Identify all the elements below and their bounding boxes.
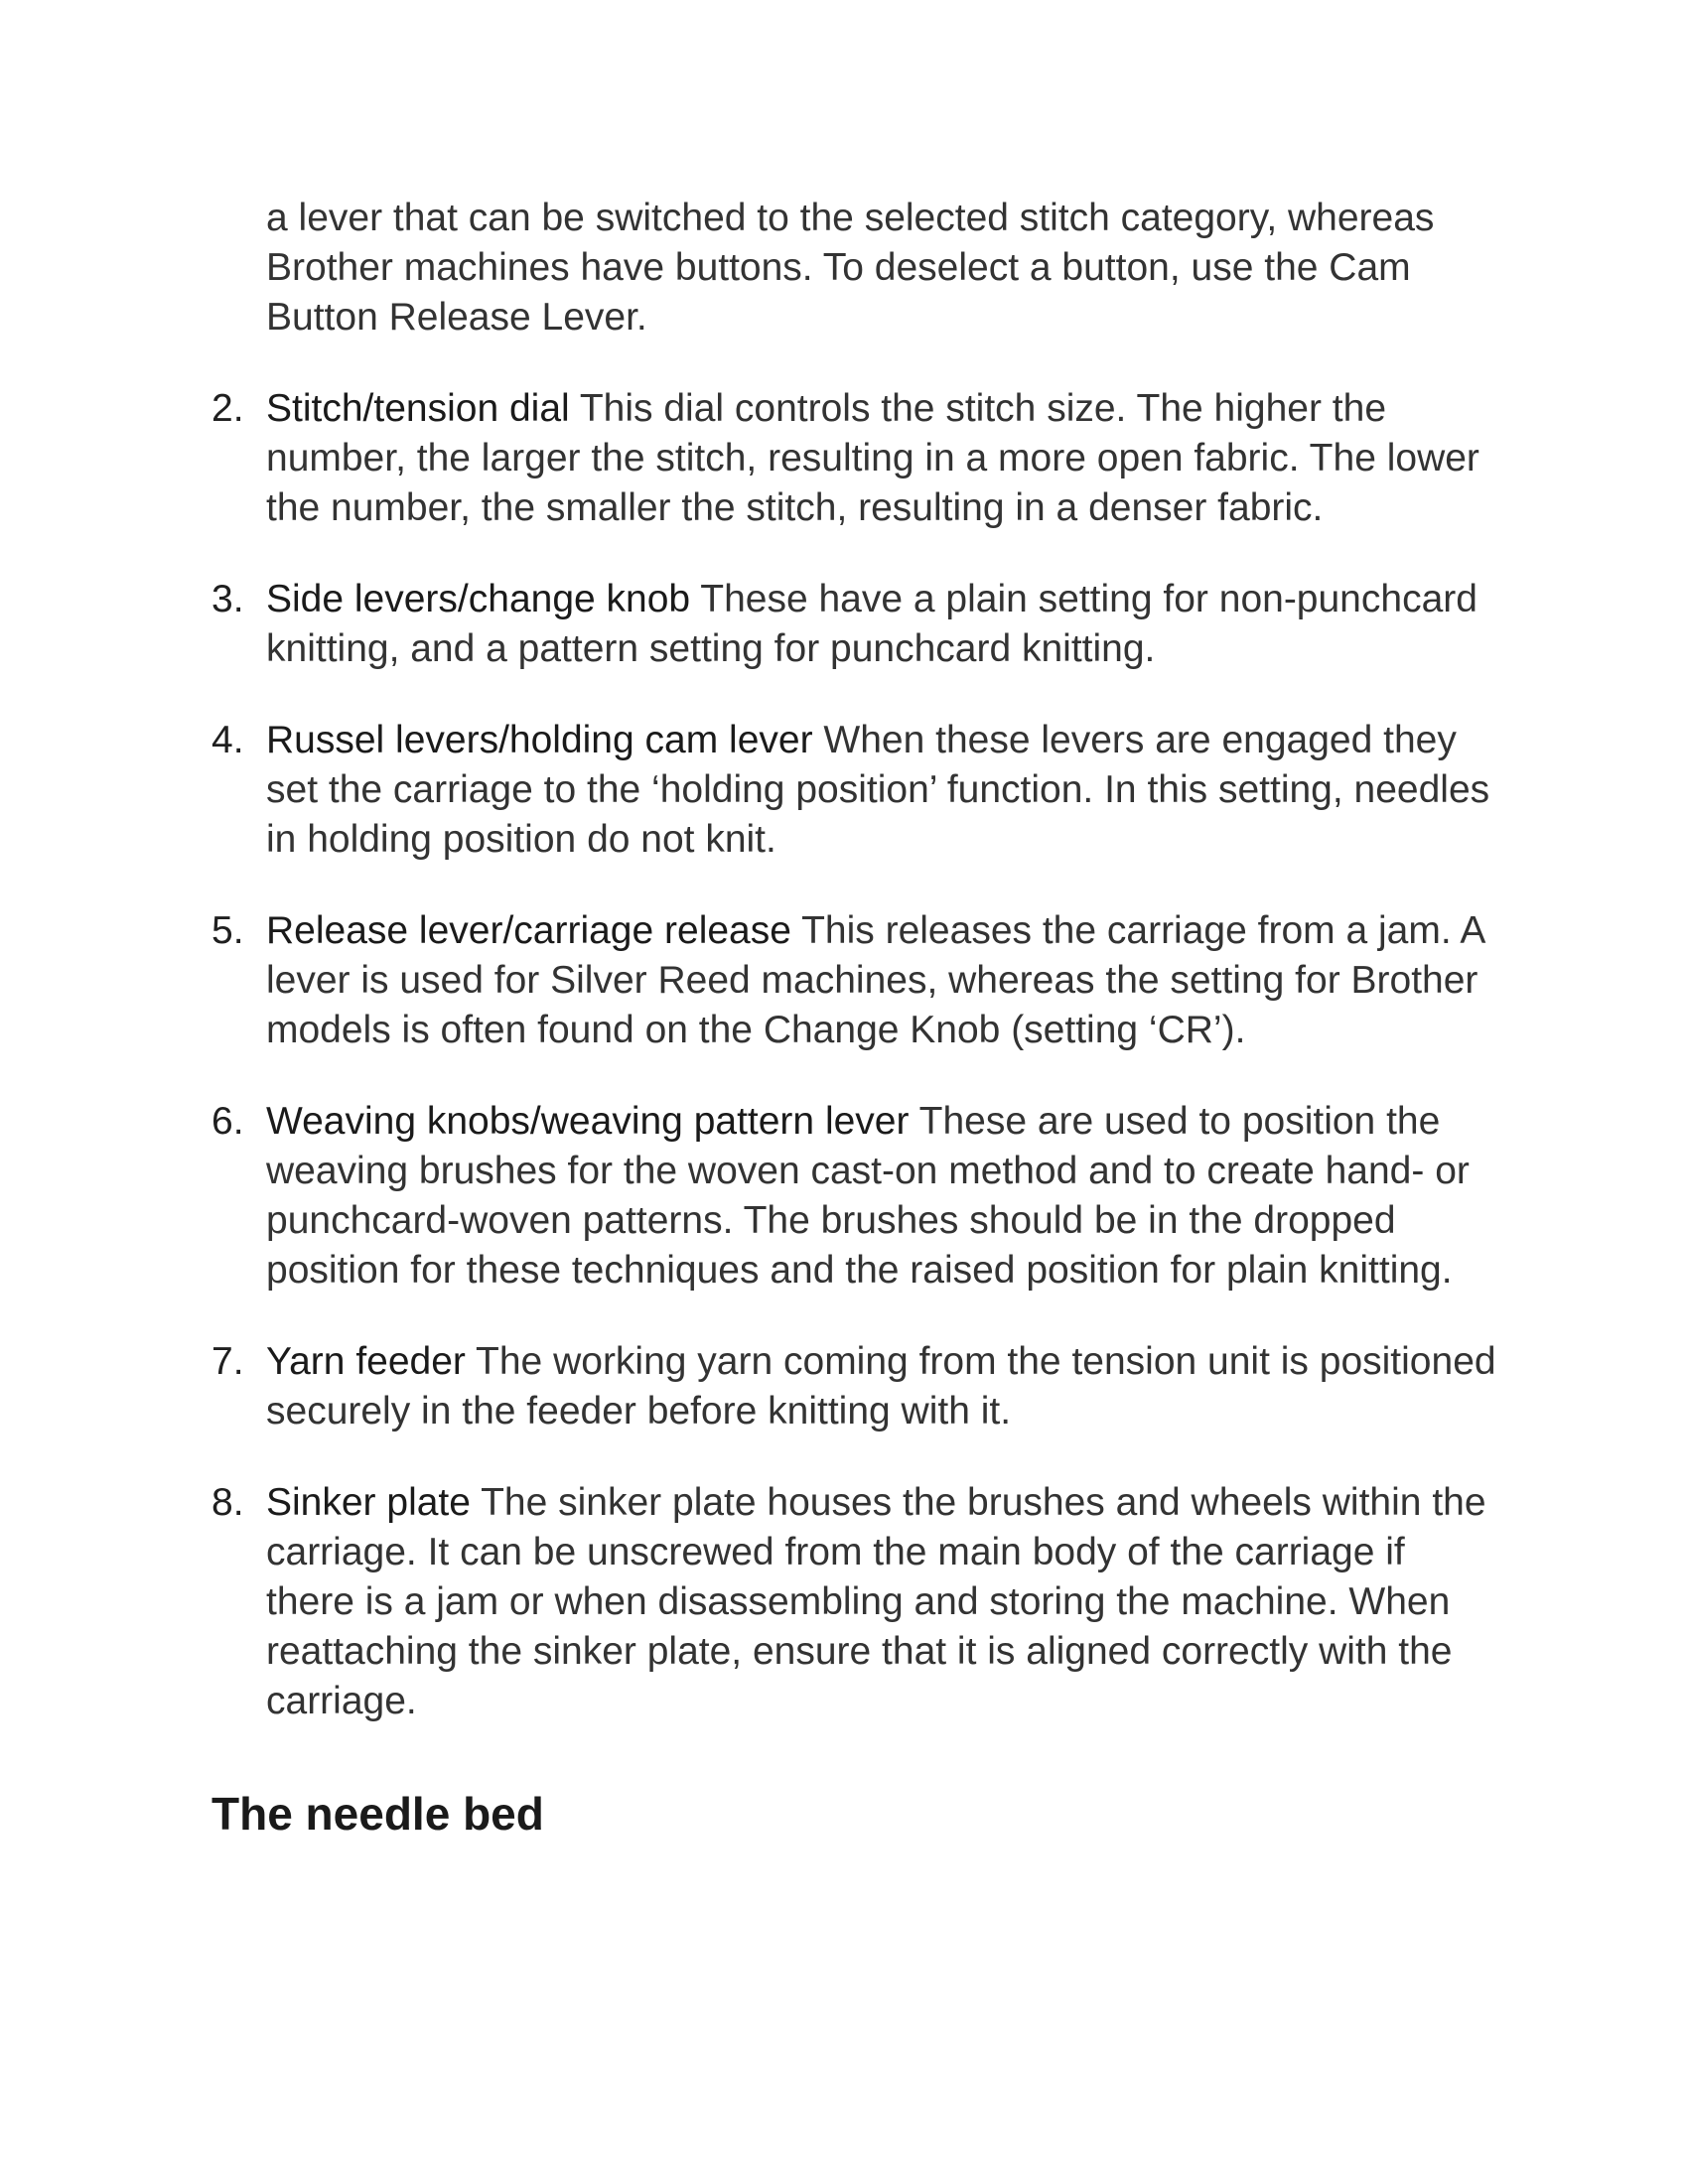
list-item-text	[266, 1478, 1502, 1726]
list-item-term: Side levers/change knob	[266, 578, 691, 620]
list-item-term: Russel levers/holding cam lever	[266, 719, 813, 761]
list-item-number: 8.	[211, 1481, 244, 1524]
list-item-term: Sinker plate	[266, 1481, 471, 1524]
list-item-number: 2.	[211, 387, 244, 430]
list-item-description: These are used to position the weaving brushes for the woven cast-on method and to create hand- or punchcard-woven patterns. The brushes should be in the dropped position for these techniques and the raised position for plain knitting.	[266, 1100, 1470, 1292]
list-item	[211, 1337, 1502, 1436]
list-item-text	[266, 575, 1502, 674]
list-item-number: 7.	[211, 1340, 244, 1383]
list-item-description: The sinker plate houses the brushes and wheels within the carriage. It can be unscrewed from the main body of the carriage if there is a jam or when disassembling and storing the machine. When reattaching the sinker plate, ensure that it is aligned correctly with the carriage.	[266, 1481, 1486, 1722]
list-item-description: This releases the carriage from a jam. A lever is used for Silver Reed machines, whereas the setting for Brother models is often found on the Change Knob (setting ‘CR’).	[266, 909, 1484, 1051]
section-heading: The needle bed	[211, 1788, 544, 1840]
page-content	[211, 194, 1502, 1842]
list-item-text	[266, 1097, 1502, 1296]
list-item-term: Yarn feeder	[266, 1340, 466, 1383]
list-item-text	[266, 906, 1502, 1055]
list-item	[211, 716, 1502, 865]
list-item-term: Weaving knobs/weaving pattern lever	[266, 1100, 910, 1143]
list-item-text	[266, 716, 1502, 865]
list-item	[211, 1097, 1502, 1296]
list-item-number: 4.	[211, 719, 244, 761]
list-item	[211, 1478, 1502, 1726]
list-item	[211, 906, 1502, 1055]
intro-paragraph: a lever that can be switched to the selected stitch category, whereas Brother machines have buttons. To deselect a button, use the Cam Button Release Lever.	[266, 197, 1435, 339]
list-item-description: When these levers are engaged they set the carriage to the ‘holding position’ function. In this setting, needles in holding position do not knit.	[266, 719, 1490, 861]
list-item	[211, 575, 1502, 674]
list-item-number: 6.	[211, 1100, 244, 1143]
list-item-text	[266, 1337, 1502, 1436]
list-item-number: 3.	[211, 578, 244, 620]
list-item-description: The working yarn coming from the tension unit is positioned securely in the feeder before knitting with it.	[266, 1340, 1496, 1433]
list-item	[211, 384, 1502, 533]
list-item-term: Release lever/carriage release	[266, 909, 791, 952]
list-item-text	[266, 384, 1502, 533]
list-item-description: These have a plain setting for non-punchcard knitting, and a pattern setting for punchcard knitting.	[266, 578, 1477, 670]
list-item-description: This dial controls the stitch size. The higher the number, the larger the stitch, resulting in a more open fabric. The lower the number, the smaller the stitch, resulting in a denser fabric.	[266, 387, 1479, 529]
list-item-number: 5.	[211, 909, 244, 952]
list-item-term: Stitch/tension dial	[266, 387, 570, 430]
